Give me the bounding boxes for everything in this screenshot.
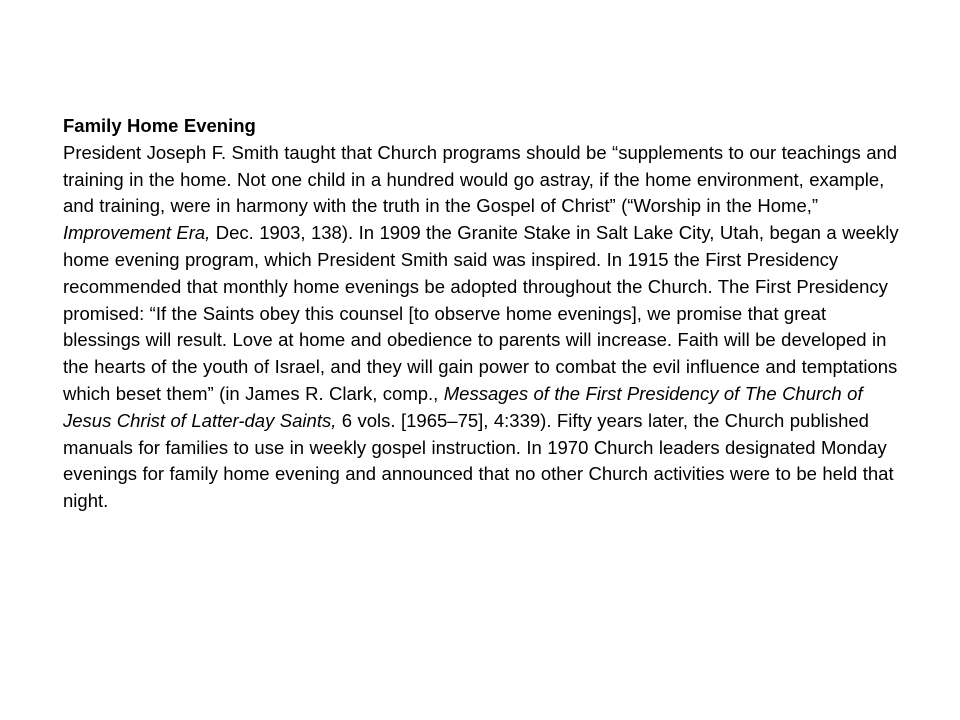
- body-segment: Dec. 1903, 138). In 1909 the Granite Stake in Salt Lake City, Utah, began a weekly home evening program, which President Smith said was inspired. In 1915 the First Presidency recommended that monthly home evenings be adopted throughout the Church. The First Presidency promised: “If the Saints obey this counsel [to observe home evenings], we promise that great blessings will result. Love at home and obedience to parents will increase. Faith will be developed in the hearts of the youth of Israel, and they will gain power to combat the evil influence and temptations which beset them” (in James R. Clark, comp.,: [63, 222, 899, 404]
- text-block: [63, 113, 908, 515]
- citation-title: Improvement Era,: [63, 222, 211, 244]
- citation-title: Messages of the First Presidency of The Church of Jesus Christ of Latter-day Saints,: [63, 382, 863, 431]
- body-segment: President Joseph F. Smith taught that Church programs should be “supplements to our teachings and training in the home. Not one child in a hundred would go astray, if the home environment, example, and training, were in harmony with the truth in the Gospel of Christ” (“Worship in the Home,”: [63, 141, 898, 217]
- body-paragraph: [63, 140, 908, 515]
- body-segment: 6 vols. [1965–75], 4:339). Fifty years later, the Church published manuals for families to use in weekly gospel instruction. In 1970 Church leaders designated Monday evenings for family home evening and announced that no other Church activities were to be held that night.: [63, 409, 894, 512]
- slide-heading: Family Home Evening: [63, 115, 256, 136]
